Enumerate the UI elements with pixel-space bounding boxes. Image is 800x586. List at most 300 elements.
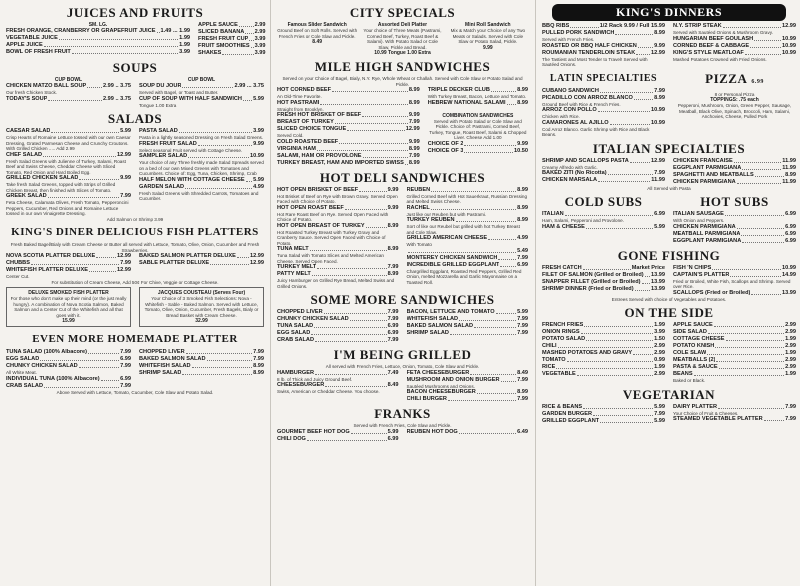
item-price: 6.99	[785, 230, 796, 237]
item-name: TURKEY REUBEN	[406, 217, 455, 223]
pizza-toppings-title: TOPPINGS: .75 each	[710, 97, 759, 103]
section-title: HOT SUBS	[700, 194, 769, 209]
dot-leader	[362, 112, 408, 117]
item-description: Ham, Salami, Pepperoni and Provolone.	[542, 218, 624, 223]
item-name: HAMBURGER	[277, 369, 314, 376]
dot-leader	[586, 224, 653, 229]
item-price: 8.99	[408, 87, 420, 93]
menu-item-row	[542, 120, 665, 127]
dot-leader	[307, 436, 387, 441]
menu-item-row	[542, 350, 665, 357]
item-name: GRILLED AMERICAN CHEESE	[406, 235, 488, 241]
dot-leader	[496, 309, 517, 314]
pizza-price: 6.99	[751, 78, 764, 85]
menu-item-row	[6, 35, 190, 42]
item-price: 7.99	[387, 264, 399, 270]
menu-item-row	[673, 165, 796, 172]
item-price: 8.99	[517, 217, 528, 223]
item-name: ITALIAN SAUSAGE	[673, 211, 724, 217]
menu-item-row	[673, 224, 796, 231]
menu-item-row	[407, 217, 529, 224]
menu-item	[277, 246, 399, 264]
menu-item	[673, 158, 796, 165]
item-name: CHILI BURGER	[406, 396, 447, 402]
item-description: Take fresh Salad Greens, topped with Strips of Grilled Chicken Breast, then finished with Slices of Tomato.	[6, 182, 116, 193]
dot-leader	[754, 36, 781, 41]
item-name: CHICKEN MATZO BALL SOUP	[6, 83, 87, 89]
item-list	[428, 87, 528, 107]
menu-item-row	[277, 139, 420, 146]
dot-leader	[88, 349, 119, 354]
item-name: MONTEREY CHICKEN SANDWICH	[406, 254, 498, 261]
item-price: 6.49	[517, 428, 528, 435]
item-price: 5.99	[253, 95, 264, 102]
menu-item	[428, 141, 528, 148]
item-price: 7.99	[253, 349, 264, 355]
dot-leader	[598, 107, 650, 112]
menu-item	[542, 364, 665, 371]
item-price: 7.99	[387, 337, 399, 343]
item-name: TUNA MELT	[277, 246, 309, 252]
menu-item-row	[277, 205, 399, 212]
box-description: For those who don't make up their mind (or the just really hungry). A combination of Nova Scotia Salmon, Baked Salmon and a Center Cut of the Whitefish and all that goes with it.	[10, 296, 127, 318]
item-price: 10.99	[651, 119, 665, 126]
menu-item-row	[277, 316, 399, 323]
menu-item	[6, 28, 190, 35]
dot-leader	[598, 177, 650, 182]
item-name: REUBEN HOT DOG	[406, 428, 458, 435]
item-name: VIRGINIA HAM	[277, 145, 316, 152]
menu-item-row	[542, 50, 665, 57]
menu-item-row	[139, 177, 264, 184]
menu-item-row	[673, 416, 796, 423]
item-name: CHUNKY CHICKEN SALAD	[277, 316, 349, 322]
menu-item	[198, 43, 265, 50]
dot-leader	[431, 205, 516, 210]
menu-item-row	[542, 107, 665, 114]
item-price: 2.99	[654, 371, 665, 377]
menu-item-row	[407, 248, 529, 255]
menu-item	[277, 370, 399, 383]
item-name: ROUMANIAN TENDERLOIN STEAK	[542, 49, 636, 56]
section-title: ITALIAN SPECIALTIES	[592, 140, 746, 156]
city-item	[362, 22, 442, 56]
menu-item-row	[277, 100, 420, 107]
item-price: 12.99	[117, 253, 131, 259]
menu-item-row	[428, 141, 528, 148]
menu-item	[542, 95, 665, 108]
item-price: Market Price	[631, 264, 665, 271]
item-price: 9.99	[408, 112, 420, 118]
menu-item-row	[6, 128, 131, 135]
menu-item-row	[277, 271, 399, 278]
item-price: 8.99	[654, 30, 665, 36]
item-list	[407, 429, 529, 443]
dot-leader	[246, 177, 253, 182]
dot-leader	[459, 429, 516, 434]
menu-item-row	[542, 279, 665, 286]
item-name: TODAY'S SOUP	[6, 95, 48, 102]
fish-boxes	[6, 285, 264, 329]
dot-leader	[311, 330, 386, 335]
two-column-list	[6, 349, 264, 390]
item-name: EGGPLANT PARMIGIANA	[673, 164, 742, 171]
menu-item-row	[407, 187, 529, 194]
item-list	[673, 211, 796, 245]
latin-block	[542, 68, 665, 138]
item-list	[542, 322, 665, 384]
menu-item-row	[542, 211, 665, 218]
item-list	[673, 265, 796, 297]
item-description: All White Meat.	[6, 370, 37, 375]
menu-item-row	[407, 205, 529, 212]
item-name: CHICKEN MARSALA	[542, 177, 598, 183]
menu-item	[542, 286, 665, 293]
menu-item	[542, 120, 665, 138]
item-price: 1.99	[179, 42, 191, 48]
item-description: Sautéed Mushrooms and Onions.	[406, 383, 475, 389]
item-price: 7.99	[654, 410, 665, 417]
section-title: KING'S DINER DELICIOUS FISH PLATTERS	[11, 226, 259, 238]
item-name: SAMPLER SALAD	[139, 153, 188, 159]
pizza-block	[673, 68, 796, 138]
dot-leader	[59, 35, 178, 40]
menu-item	[6, 260, 131, 267]
item-name: CHOPPED LIVER	[277, 309, 323, 315]
item-price: 2.99	[785, 357, 796, 363]
item-price: 9.99	[387, 186, 399, 193]
section-title: ON THE SIDE	[624, 305, 714, 320]
item-name: WHITEFISH SALAD	[139, 363, 191, 369]
dot-leader	[751, 290, 781, 295]
item-name: CAPTAIN'S PLATTER	[673, 271, 730, 278]
menu-item	[542, 404, 665, 411]
item-name: SHRIMP SALAD	[406, 330, 449, 336]
item-description: An Old-Time Favorite.	[277, 94, 322, 99]
menu-item	[407, 330, 529, 337]
dot-leader	[714, 322, 784, 327]
item-price: 6.99	[785, 211, 796, 217]
menu-item-row	[673, 231, 796, 238]
latin-pizza	[542, 68, 796, 138]
menu-item	[277, 160, 420, 167]
dot-leader	[608, 170, 653, 175]
dot-leader	[347, 126, 404, 131]
menu-item-row	[673, 272, 796, 279]
menu-item-row	[542, 177, 665, 184]
item-name: TRIPLE DECKER CLUB	[427, 87, 490, 93]
item-description: Your Choice of Fruit & Cheeses.	[673, 410, 739, 416]
menu-item-row	[673, 179, 796, 186]
menu-item	[277, 271, 399, 289]
section-title: HOT DELI SANDWICHES	[319, 169, 486, 185]
item-price: 7.99	[253, 356, 264, 362]
item-price: 5.99	[517, 309, 528, 315]
item-price: 8.99	[253, 363, 264, 369]
item-price: 8.99	[654, 94, 665, 101]
item-price: 5.99	[120, 128, 131, 134]
menu-item-row	[277, 119, 420, 126]
dot-leader	[718, 404, 784, 409]
menu-item	[277, 337, 399, 344]
menu-item	[673, 357, 796, 364]
menu-item-row	[139, 184, 264, 191]
menu-column-right	[535, 0, 800, 586]
dot-leader	[745, 50, 781, 55]
item-name: SNAPPER FILLET (Grilled or Broiled)	[542, 278, 641, 285]
menu-item	[673, 238, 796, 245]
dot-leader	[249, 36, 253, 41]
menu-item-row	[277, 309, 399, 316]
menu-item	[673, 329, 796, 336]
menu-item	[542, 272, 665, 279]
section-title: MILE HIGH SANDWICHES	[314, 59, 491, 74]
menu-item-row	[277, 323, 399, 330]
menu-item-row	[277, 246, 399, 253]
dot-leader	[48, 96, 102, 101]
item-price: 3.99	[654, 329, 665, 335]
item-price: 6.99	[785, 223, 796, 230]
item-price: 10.99	[782, 264, 796, 271]
item-name: PASTA SALAD	[139, 128, 178, 134]
menu-item	[407, 377, 529, 390]
dot-leader	[764, 416, 785, 421]
dot-leader	[507, 100, 517, 105]
dot-leader	[79, 363, 119, 368]
menu-item-row	[673, 43, 796, 50]
item-name: GOURMET BEEF HOT DOG	[277, 428, 350, 435]
menu-item	[6, 193, 131, 217]
item-list	[673, 404, 796, 425]
dot-leader	[615, 30, 653, 35]
item-price: 4.99	[253, 183, 264, 190]
two-column-list	[277, 429, 528, 443]
city-item-price: 8.49	[312, 39, 323, 45]
item-name: WHITEFISH SALAD	[406, 316, 459, 322]
item-price: 2.99 ... 3.75	[234, 83, 264, 89]
item-name: FISH 'N CHIPS	[673, 264, 712, 271]
menu-item-row	[277, 264, 399, 271]
item-price: 8.99	[253, 370, 264, 376]
item-list	[6, 28, 190, 56]
item-price: 1.99	[785, 371, 796, 377]
item-list	[407, 309, 529, 344]
menu-item-row	[277, 153, 420, 160]
item-name: CHICKEN PARMIGIANA	[673, 178, 736, 185]
item-price: 11.99	[782, 164, 796, 171]
menu-item	[6, 349, 131, 356]
item-name: HOT OPEN BRISKET OF BEEF	[277, 186, 359, 193]
menu-item	[139, 141, 264, 154]
dot-leader	[577, 371, 653, 376]
menu-item-row	[428, 100, 528, 107]
item-price: 12.99	[651, 49, 665, 56]
item-name: TOMATO	[542, 357, 566, 363]
box-price: 15.99	[62, 318, 75, 324]
item-price: 2.99 .. 3.75	[103, 95, 131, 102]
dot-leader	[31, 260, 119, 265]
item-price: 9.99	[387, 204, 399, 211]
dot-leader	[222, 50, 253, 55]
menu-item	[673, 272, 796, 290]
dot-leader	[366, 223, 387, 228]
menu-item-row	[198, 43, 265, 50]
item-description: Hot Brisket of Beef on Rye with Brown Gravy. Served Open Faced with Choice of Potato.	[277, 193, 398, 204]
menu-item-row	[673, 23, 796, 30]
item-price: 7.99	[120, 382, 131, 389]
item-price: 6.99	[517, 261, 528, 268]
dot-leader	[239, 22, 254, 27]
item-price: 6.99	[120, 356, 131, 362]
menu-item-row	[277, 87, 420, 94]
item-name: CORNED BEEF & CABBAGE	[673, 42, 750, 49]
dot-leader	[634, 95, 653, 100]
item-price: 3.99	[254, 36, 266, 42]
menu-item	[542, 371, 665, 378]
dot-leader	[320, 100, 408, 105]
item-name: TURKEY MELT	[277, 264, 317, 270]
dot-leader	[185, 184, 252, 189]
menu-item	[407, 316, 529, 323]
dot-leader	[350, 316, 387, 321]
menu-item-row	[673, 172, 796, 179]
menu-item-row	[139, 370, 264, 377]
item-name: BEANS	[673, 371, 693, 377]
item-name: REUBEN	[406, 186, 431, 193]
item-name: FETA CHEESEBURGER	[406, 369, 470, 376]
menu-item-row	[277, 187, 399, 194]
two-column-list	[277, 309, 528, 344]
dot-leader	[581, 329, 654, 334]
dot-leader	[317, 146, 408, 151]
item-list	[542, 158, 665, 186]
menu-item	[542, 329, 665, 336]
item-description: Center Cut.	[6, 274, 30, 279]
item-price: 9.99	[253, 140, 264, 147]
two-column-list	[277, 187, 528, 290]
menu-item	[139, 356, 264, 363]
menu-item-row	[673, 36, 796, 43]
dot-leader	[186, 349, 252, 354]
menu-item-row	[6, 267, 131, 274]
menu-item-row	[407, 262, 529, 269]
item-price: 12.99	[782, 23, 796, 29]
city-item-price: 10.99 Tongue 1.00 Extra	[374, 50, 431, 56]
item-name: SHAKES	[198, 50, 222, 56]
menu-item-row	[673, 364, 796, 371]
menu-item	[277, 126, 420, 139]
menu-item	[673, 322, 796, 329]
menu-item-row	[6, 152, 131, 159]
item-price: 7.99	[785, 403, 796, 410]
menu-item	[542, 30, 665, 43]
dot-leader	[192, 363, 253, 368]
dot-leader	[40, 356, 119, 361]
item-price: 7.99	[517, 323, 528, 329]
menu-item-row	[6, 42, 190, 49]
dot-leader	[498, 255, 516, 260]
menu-item-row	[542, 357, 665, 364]
dot-leader	[570, 23, 598, 28]
dot-leader	[719, 364, 784, 369]
dot-leader	[188, 153, 249, 158]
item-name: ARROZ CON POLLO	[542, 107, 597, 113]
item-price: 8.99	[517, 99, 528, 106]
section-title: I'M BEING GRILLED	[333, 347, 472, 362]
section-intro: All served with French Fries, Lettuce, Onion, Tomato, Cole Slaw and Pickle.	[325, 364, 480, 369]
item-list	[139, 128, 264, 217]
soup-right	[139, 77, 264, 108]
item-price: 9.99	[654, 42, 665, 49]
dot-leader	[237, 253, 249, 258]
item-price: 10.99	[250, 153, 264, 159]
item-list	[139, 253, 264, 280]
dot-leader	[491, 87, 516, 92]
item-price: 0.99	[654, 357, 665, 363]
menu-item	[6, 152, 131, 176]
menu-item-row	[277, 146, 420, 153]
menu-item	[6, 83, 131, 96]
menu-item-row	[673, 322, 796, 329]
fish-box	[6, 287, 131, 327]
menu-item-row	[277, 382, 399, 389]
item-price: 7.99	[120, 193, 131, 199]
item-name: PICADILLO CON ARROZ BLANCO	[542, 94, 633, 101]
item-price: 6.99	[387, 323, 399, 329]
combo-description: Served with Potato Salad or Cole Slaw and Pickle. Choice of: Pastrami, Corned Beef, Turkey, Tongue, Roast Beef, Salami & Chopped Liver. Cheese Add 1.00	[429, 118, 527, 140]
item-name: SHRIMP AND SCALLOPS PASTA	[542, 157, 629, 164]
item-price: 8.99	[785, 171, 796, 178]
menu-item	[277, 323, 399, 330]
menu-item-row	[277, 330, 399, 337]
item-price: 7.99	[408, 152, 420, 159]
menu-item-row	[277, 370, 399, 377]
section-note: Above Served with Lettuce, Tomato, Cucumber, Cole Slaw and Potato Salad.	[56, 389, 214, 395]
dot-leader	[48, 193, 119, 198]
menu-item	[277, 436, 399, 443]
item-name: CHOICE OF 2	[427, 140, 464, 147]
menu-item-row	[6, 253, 131, 260]
item-price: 12.99	[651, 157, 665, 164]
section-intro: Served on your Choice of Bagel, Bialy, N.Y. Rye, Whole Wheat or Challah. Served with Cole Slaw or Potato Salad and Pickle.	[282, 76, 523, 87]
item-name: FRUIT SMOOTHIES	[198, 43, 250, 49]
item-price: 7.99	[785, 416, 796, 422]
item-name: POTATO KNISH	[673, 343, 715, 349]
item-price: 5.49	[517, 247, 528, 254]
two-column-list	[6, 253, 264, 280]
item-name: NOVA SCOTIA PLATTER DELUXE	[6, 253, 96, 259]
dot-leader	[638, 43, 653, 48]
dot-leader	[474, 323, 516, 328]
menu-item	[673, 23, 796, 36]
menu-item	[673, 224, 796, 231]
two-column-list	[277, 370, 528, 404]
dot-leader	[157, 28, 160, 33]
menu-item-row	[6, 349, 131, 356]
item-name: MASHED POTATOES AND GRAVY	[542, 350, 633, 356]
dot-leader	[317, 264, 386, 269]
menu-item-row	[407, 235, 529, 242]
dot-leader	[583, 265, 631, 270]
menu-item	[673, 364, 796, 371]
menu-item	[542, 158, 665, 171]
menu-item	[407, 217, 529, 235]
menu-item	[277, 153, 420, 160]
menu-item	[673, 350, 796, 357]
item-name: EGGPLANT PARMIGIANA	[673, 237, 742, 244]
menu-item	[673, 179, 796, 186]
dot-leader	[179, 128, 252, 133]
